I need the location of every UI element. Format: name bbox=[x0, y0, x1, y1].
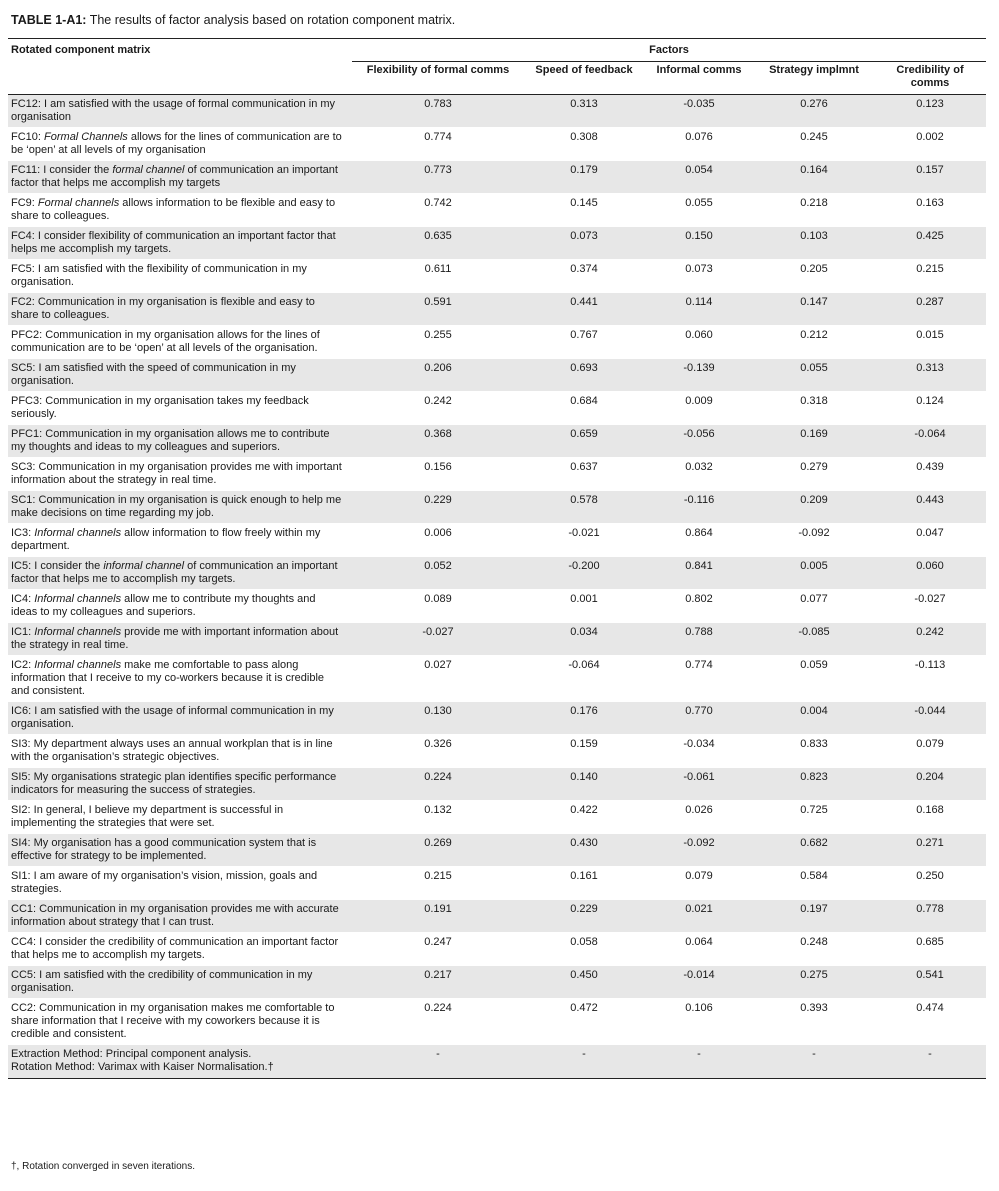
loading-cell: -0.085 bbox=[754, 623, 874, 656]
loading-cell: 0.197 bbox=[754, 900, 874, 933]
item-code: IC5 bbox=[11, 560, 29, 572]
loading-cell: -0.113 bbox=[874, 656, 986, 702]
method-description bbox=[8, 1045, 352, 1079]
loading-cell: 0.326 bbox=[352, 735, 524, 768]
loading-cell: 0.685 bbox=[874, 933, 986, 966]
item-code: FC2 bbox=[11, 296, 32, 308]
loading-cell: 0.124 bbox=[874, 392, 986, 425]
item-description: FC4: I consider flexibility of communication an important factor that helps me accomplish my targets. bbox=[8, 227, 352, 260]
loading-cell: 0.114 bbox=[644, 293, 754, 326]
loading-cell: 0.215 bbox=[352, 867, 524, 900]
table-cell: - bbox=[524, 1045, 644, 1079]
table-row bbox=[8, 590, 986, 623]
loading-cell: 0.076 bbox=[644, 128, 754, 161]
loading-cell: 0.725 bbox=[754, 801, 874, 834]
item-description: FC5: I am satisfied with the flexibility of communication in my organisation. bbox=[8, 260, 352, 293]
table-caption-label: TABLE 1-A1: bbox=[11, 13, 87, 27]
item-text: formal channel bbox=[112, 164, 185, 176]
loading-cell: 0.168 bbox=[874, 801, 986, 834]
item-text: I am satisfied with the flexibility of communication in my organisation. bbox=[11, 263, 307, 288]
loading-cell: 0.060 bbox=[874, 557, 986, 590]
loading-cell: 0.150 bbox=[644, 227, 754, 260]
loading-cell: 0.047 bbox=[874, 524, 986, 557]
loading-cell: 0.079 bbox=[874, 735, 986, 768]
column-header: Flexibility of formal comms bbox=[352, 62, 524, 95]
column-header: Speed of feedback bbox=[524, 62, 644, 95]
table-footnote: †, Rotation converged in seven iterations. bbox=[11, 1161, 195, 1172]
loading-cell: 0.250 bbox=[874, 867, 986, 900]
item-description: FC12: I am satisfied with the usage of formal communication in my organisation bbox=[8, 95, 352, 128]
loading-cell: -0.139 bbox=[644, 359, 754, 392]
table-row bbox=[8, 735, 986, 768]
loading-cell: 0.242 bbox=[352, 392, 524, 425]
loading-cell: 0.279 bbox=[754, 458, 874, 491]
factors-group-header: Factors bbox=[352, 39, 986, 62]
item-description: PFC2: Communication in my organisation allows for the lines of communication are to be ‘open’ at all levels of the organisation. bbox=[8, 326, 352, 359]
loading-cell: -0.200 bbox=[524, 557, 644, 590]
loading-cell: 0.169 bbox=[754, 425, 874, 458]
item-text: Informal channels bbox=[34, 593, 122, 605]
item-description: SI1: I am aware of my organisation’s vision, mission, goals and strategies. bbox=[8, 867, 352, 900]
item-description: IC6: I am satisfied with the usage of informal communication in my organisation. bbox=[8, 702, 352, 735]
table-row bbox=[8, 623, 986, 656]
loading-cell: 0.269 bbox=[352, 834, 524, 867]
item-code: CC5 bbox=[11, 969, 34, 981]
item-text: Communication in my organisation takes my feedback seriously. bbox=[11, 395, 309, 420]
loading-cell: 0.242 bbox=[874, 623, 986, 656]
item-description: CC2: Communication in my organisation makes me comfortable to share information that I receive with my coworkers because it is credible and consistent. bbox=[8, 999, 352, 1045]
item-code: IC6 bbox=[11, 705, 29, 717]
table-cell: - bbox=[754, 1045, 874, 1079]
loading-cell: -0.064 bbox=[874, 425, 986, 458]
table-row bbox=[8, 260, 986, 293]
item-code: FC4 bbox=[11, 230, 32, 242]
item-code: PFC3 bbox=[11, 395, 40, 407]
loading-cell: 0.422 bbox=[524, 801, 644, 834]
loading-cell: 0.823 bbox=[754, 768, 874, 801]
item-code: SC5 bbox=[11, 362, 33, 374]
item-description: IC5: I consider the informal channel of communication an important factor that helps me to accomplish my targets. bbox=[8, 557, 352, 590]
loading-cell: 0.055 bbox=[754, 359, 874, 392]
item-description: FC10: Formal Channels allows for the lines of communication are to be ‘open’ at all levels of my organisation bbox=[8, 128, 352, 161]
loading-cell: 0.021 bbox=[644, 900, 754, 933]
loading-cell: -0.014 bbox=[644, 966, 754, 999]
loading-cell: 0.443 bbox=[874, 491, 986, 524]
item-text: allows for the lines of communication are to be ‘open’ at all levels of my organisation bbox=[11, 131, 342, 156]
loading-cell: 0.064 bbox=[644, 933, 754, 966]
loading-cell: 0.430 bbox=[524, 834, 644, 867]
loading-cell: 0.002 bbox=[874, 128, 986, 161]
loading-cell: 0.159 bbox=[524, 735, 644, 768]
loading-cell: 0.027 bbox=[352, 656, 524, 702]
loading-cell: 0.393 bbox=[754, 999, 874, 1045]
loading-cell: -0.034 bbox=[644, 735, 754, 768]
table-row bbox=[8, 194, 986, 227]
item-text: Communication in my organisation is flexible and easy to share to colleagues. bbox=[11, 296, 315, 321]
item-text: I consider flexibility of communication an important factor that helps me accomplish my targets. bbox=[11, 230, 336, 255]
loading-cell: 0.161 bbox=[524, 867, 644, 900]
extraction-method: Extraction Method: Principal component analysis. bbox=[11, 1048, 252, 1060]
table-row bbox=[8, 359, 986, 392]
table-row bbox=[8, 933, 986, 966]
table-cell: - bbox=[644, 1045, 754, 1079]
loading-cell: 0.584 bbox=[754, 867, 874, 900]
item-description: FC9: Formal channels allows information to be flexible and easy to share to colleagues. bbox=[8, 194, 352, 227]
item-description: SC3: Communication in my organisation provides me with important information about the strategy in real time. bbox=[8, 458, 352, 491]
item-code: SI5 bbox=[11, 771, 28, 783]
loading-cell: 0.637 bbox=[524, 458, 644, 491]
rotated-matrix-header: Rotated component matrix bbox=[8, 39, 352, 62]
item-code: CC4 bbox=[11, 936, 34, 948]
loading-cell: 0.204 bbox=[874, 768, 986, 801]
table-cell: - bbox=[352, 1045, 524, 1079]
loading-cell: 0.212 bbox=[754, 326, 874, 359]
loading-cell: 0.441 bbox=[524, 293, 644, 326]
item-code: IC2 bbox=[11, 659, 29, 671]
table-caption-text: The results of factor analysis based on rotation component matrix. bbox=[86, 13, 456, 27]
loading-cell: 0.147 bbox=[754, 293, 874, 326]
item-description: SC5: I am satisfied with the speed of communication in my organisation. bbox=[8, 359, 352, 392]
item-description: CC4: I consider the credibility of communication an important factor that helps me to accomplish my targets. bbox=[8, 933, 352, 966]
table-row bbox=[8, 834, 986, 867]
loading-cell: -0.116 bbox=[644, 491, 754, 524]
loading-cell: 0.248 bbox=[754, 933, 874, 966]
item-text: Communication in my organisation allows me to contribute my thoughts and ideas to my colleagues and superiors. bbox=[11, 428, 330, 453]
loading-cell: 0.450 bbox=[524, 966, 644, 999]
loading-cell: 0.425 bbox=[874, 227, 986, 260]
item-description: IC4: Informal channels allow me to contribute my thoughts and ideas to my colleagues and superiors. bbox=[8, 590, 352, 623]
item-description: SC1: Communication in my organisation is quick enough to help me make decisions on time regarding my job. bbox=[8, 491, 352, 524]
loading-cell: 0.103 bbox=[754, 227, 874, 260]
item-description: FC2: Communication in my organisation is flexible and easy to share to colleagues. bbox=[8, 293, 352, 326]
table-row bbox=[8, 128, 986, 161]
loading-cell: 0.474 bbox=[874, 999, 986, 1045]
loading-cell: 0.130 bbox=[352, 702, 524, 735]
loading-cell: 0.778 bbox=[874, 900, 986, 933]
item-text: Formal Channels bbox=[44, 131, 128, 143]
header-spacer bbox=[8, 62, 352, 95]
loading-cell: -0.027 bbox=[352, 623, 524, 656]
loading-cell: 0.318 bbox=[754, 392, 874, 425]
item-code: SI1 bbox=[11, 870, 28, 882]
loading-cell: 0.032 bbox=[644, 458, 754, 491]
item-description: CC1: Communication in my organisation provides me with accurate information about strategy that I can trust. bbox=[8, 900, 352, 933]
item-text: provide me with important information about the strategy in real time. bbox=[11, 626, 339, 651]
table-row bbox=[8, 425, 986, 458]
item-code: FC12 bbox=[11, 98, 38, 110]
item-text: Communication in my organisation is quick enough to help me make decisions on time regarding my job. bbox=[11, 494, 342, 519]
loading-cell: 0.004 bbox=[754, 702, 874, 735]
table-row bbox=[8, 491, 986, 524]
rotation-method: Rotation Method: Varimax with Kaiser Normalisation.† bbox=[11, 1061, 274, 1073]
loading-cell: 0.034 bbox=[524, 623, 644, 656]
item-code: FC9 bbox=[11, 197, 32, 209]
loading-cell: 0.684 bbox=[524, 392, 644, 425]
loading-cell: 0.611 bbox=[352, 260, 524, 293]
loading-cell: 0.163 bbox=[874, 194, 986, 227]
loading-cell: 0.276 bbox=[754, 95, 874, 128]
loading-cell: 0.077 bbox=[754, 590, 874, 623]
item-text: allows information to be flexible and easy to share to colleagues. bbox=[11, 197, 336, 222]
loading-cell: 0.156 bbox=[352, 458, 524, 491]
loading-cell: 0.742 bbox=[352, 194, 524, 227]
loading-cell: 0.541 bbox=[874, 966, 986, 999]
item-text: Communication in my organisation provides me with important information about the strategy in real time. bbox=[11, 461, 342, 486]
loading-cell: -0.044 bbox=[874, 702, 986, 735]
loading-cell: 0.578 bbox=[524, 491, 644, 524]
loading-cell: 0.313 bbox=[524, 95, 644, 128]
table-row bbox=[8, 458, 986, 491]
item-code: SI4 bbox=[11, 837, 28, 849]
loading-cell: 0.006 bbox=[352, 524, 524, 557]
table-row bbox=[8, 702, 986, 735]
item-text: I consider the credibility of communication an important factor that helps me to accomplish my targets. bbox=[11, 936, 339, 961]
item-code: IC4 bbox=[11, 593, 29, 605]
loading-cell: 0.206 bbox=[352, 359, 524, 392]
loading-cell: 0.224 bbox=[352, 768, 524, 801]
loading-cell: -0.092 bbox=[754, 524, 874, 557]
column-header: Informal comms bbox=[644, 62, 754, 95]
item-text: Communication in my organisation makes me comfortable to share information that I receive with my coworkers because it is credible and consistent. bbox=[11, 1002, 335, 1040]
item-code: SC3 bbox=[11, 461, 33, 473]
item-text: informal channel bbox=[103, 560, 185, 572]
loading-cell: 0.767 bbox=[524, 326, 644, 359]
loading-cell: 0.026 bbox=[644, 801, 754, 834]
item-code: FC11 bbox=[11, 164, 38, 176]
loading-cell: 0.001 bbox=[524, 590, 644, 623]
loading-cell: 0.439 bbox=[874, 458, 986, 491]
loading-cell: 0.864 bbox=[644, 524, 754, 557]
loading-cell: 0.157 bbox=[874, 161, 986, 194]
table-cell: - bbox=[874, 1045, 986, 1079]
item-description: SI3: My department always uses an annual workplan that is in line with the organisation’s strategic objectives. bbox=[8, 735, 352, 768]
item-description: SI5: My organisations strategic plan identifies specific performance indicators for measuring the success of strategies. bbox=[8, 768, 352, 801]
loading-cell: 0.224 bbox=[352, 999, 524, 1045]
item-text: I consider the bbox=[34, 560, 104, 572]
column-header: Credibility of comms bbox=[874, 62, 986, 95]
loading-cell: 0.089 bbox=[352, 590, 524, 623]
table-row bbox=[8, 524, 986, 557]
item-text: make me comfortable to pass along information that I receive to my co-workers because it is credible and consistent. bbox=[11, 659, 325, 697]
item-text: In general, I believe my department is successful in implementing the strategies that were set. bbox=[11, 804, 284, 829]
item-code: CC1 bbox=[11, 903, 34, 915]
item-code: FC5 bbox=[11, 263, 32, 275]
item-text: Formal channels bbox=[37, 197, 120, 209]
loading-cell: 0.145 bbox=[524, 194, 644, 227]
table-row bbox=[8, 768, 986, 801]
loading-cell: 0.054 bbox=[644, 161, 754, 194]
loading-cell: 0.773 bbox=[352, 161, 524, 194]
table-row bbox=[8, 293, 986, 326]
loading-cell: 0.472 bbox=[524, 999, 644, 1045]
loading-cell: -0.064 bbox=[524, 656, 644, 702]
column-header: Strategy implmnt bbox=[754, 62, 874, 95]
table-row bbox=[8, 95, 986, 128]
item-text: I am aware of my organisation’s vision, mission, goals and strategies. bbox=[11, 870, 318, 895]
loading-cell: 0.176 bbox=[524, 702, 644, 735]
loading-cell: 0.205 bbox=[754, 260, 874, 293]
loading-cell: -0.056 bbox=[644, 425, 754, 458]
table-row bbox=[8, 867, 986, 900]
table-row bbox=[8, 999, 986, 1045]
loading-cell: 0.055 bbox=[644, 194, 754, 227]
item-description: SI2: In general, I believe my department is successful in implementing the strategies that were set. bbox=[8, 801, 352, 834]
item-description: PFC1: Communication in my organisation allows me to contribute my thoughts and ideas to my colleagues and superiors. bbox=[8, 425, 352, 458]
loading-cell: -0.061 bbox=[644, 768, 754, 801]
loading-cell: 0.059 bbox=[754, 656, 874, 702]
loading-cell: 0.052 bbox=[352, 557, 524, 590]
loading-cell: 0.788 bbox=[644, 623, 754, 656]
item-text: I am satisfied with the credibility of communication in my organisation. bbox=[11, 969, 313, 994]
loading-cell: 0.774 bbox=[352, 128, 524, 161]
loading-cell: 0.015 bbox=[874, 326, 986, 359]
method-row bbox=[8, 1045, 986, 1079]
loading-cell: 0.215 bbox=[874, 260, 986, 293]
loading-cell: 0.079 bbox=[644, 867, 754, 900]
loading-cell: 0.659 bbox=[524, 425, 644, 458]
item-description: FC11: I consider the formal channel of communication an important factor that helps me accomplish my targets bbox=[8, 161, 352, 194]
item-text: I am satisfied with the speed of communication in my organisation. bbox=[11, 362, 296, 387]
loading-cell: 0.164 bbox=[754, 161, 874, 194]
item-text: My organisations strategic plan identifies specific performance indicators for measuring the success of strategies. bbox=[11, 771, 337, 796]
loading-cell: 0.368 bbox=[352, 425, 524, 458]
item-text: Informal channels bbox=[34, 659, 122, 671]
item-code: IC3 bbox=[11, 527, 29, 539]
item-code: SC1 bbox=[11, 494, 33, 506]
item-description: CC5: I am satisfied with the credibility of communication in my organisation. bbox=[8, 966, 352, 999]
loading-cell: 0.060 bbox=[644, 326, 754, 359]
item-text: Informal channels bbox=[34, 527, 122, 539]
loading-cell: 0.009 bbox=[644, 392, 754, 425]
table-caption bbox=[11, 12, 455, 28]
loading-cell: 0.073 bbox=[644, 260, 754, 293]
table-row bbox=[8, 392, 986, 425]
loading-cell: 0.191 bbox=[352, 900, 524, 933]
item-description: IC1: Informal channels provide me with important information about the strategy in real time. bbox=[8, 623, 352, 656]
item-text: allow information to flow freely within my department. bbox=[11, 527, 321, 552]
item-description: IC3: Informal channels allow information to flow freely within my department. bbox=[8, 524, 352, 557]
item-description: PFC3: Communication in my organisation takes my feedback seriously. bbox=[8, 392, 352, 425]
loading-cell: 0.770 bbox=[644, 702, 754, 735]
loading-cell: 0.229 bbox=[524, 900, 644, 933]
table-row bbox=[8, 326, 986, 359]
item-text: My department always uses an annual workplan that is in line with the organisation’s strategic objectives. bbox=[11, 738, 333, 763]
loading-cell: 0.005 bbox=[754, 557, 874, 590]
item-text: I am satisfied with the usage of formal communication in my organisation bbox=[11, 98, 336, 123]
item-code: FC10 bbox=[11, 131, 38, 143]
loading-cell: 0.271 bbox=[874, 834, 986, 867]
item-text: My organisation has a good communication system that is effective for strategy to be implemented. bbox=[11, 837, 317, 862]
loading-cell: 0.247 bbox=[352, 933, 524, 966]
item-code: CC2 bbox=[11, 1002, 34, 1014]
loading-cell: 0.591 bbox=[352, 293, 524, 326]
item-text: Communication in my organisation allows for the lines of communication are to be ‘open’ at all levels of the organisation. bbox=[11, 329, 320, 354]
table-row bbox=[8, 966, 986, 999]
loading-cell: 0.682 bbox=[754, 834, 874, 867]
loading-cell: -0.092 bbox=[644, 834, 754, 867]
loading-cell: 0.245 bbox=[754, 128, 874, 161]
item-code: SI2 bbox=[11, 804, 28, 816]
table-row bbox=[8, 900, 986, 933]
loading-cell: 0.132 bbox=[352, 801, 524, 834]
loading-cell: 0.229 bbox=[352, 491, 524, 524]
item-text: of communication an important factor that helps me accomplish my targets bbox=[11, 164, 338, 189]
item-text: allow me to contribute my thoughts and ideas to my colleagues and superiors. bbox=[11, 593, 316, 618]
table-row bbox=[8, 656, 986, 702]
loading-cell: -0.027 bbox=[874, 590, 986, 623]
item-text: I consider the bbox=[43, 164, 113, 176]
table-row bbox=[8, 161, 986, 194]
table-row bbox=[8, 801, 986, 834]
table-row bbox=[8, 227, 986, 260]
item-code: IC1 bbox=[11, 626, 29, 638]
item-text: I am satisfied with the usage of informal communication in my organisation. bbox=[11, 705, 334, 730]
item-text: Communication in my organisation provides me with accurate information about strategy that I can trust. bbox=[11, 903, 339, 928]
loading-cell: 0.058 bbox=[524, 933, 644, 966]
item-text: of communication an important factor that helps me to accomplish my targets. bbox=[11, 560, 338, 585]
loading-cell: 0.218 bbox=[754, 194, 874, 227]
loading-cell: 0.693 bbox=[524, 359, 644, 392]
loading-cell: 0.217 bbox=[352, 966, 524, 999]
loading-cell: 0.209 bbox=[754, 491, 874, 524]
loading-cell: 0.374 bbox=[524, 260, 644, 293]
loading-cell: 0.073 bbox=[524, 227, 644, 260]
table-header bbox=[8, 39, 986, 95]
loading-cell: 0.275 bbox=[754, 966, 874, 999]
item-code: PFC2 bbox=[11, 329, 40, 341]
loading-cell: -0.035 bbox=[644, 95, 754, 128]
factor-table bbox=[8, 38, 986, 1079]
item-code: SI3 bbox=[11, 738, 28, 750]
loading-cell: 0.635 bbox=[352, 227, 524, 260]
loading-cell: 0.783 bbox=[352, 95, 524, 128]
loading-cell: 0.313 bbox=[874, 359, 986, 392]
loading-cell: 0.123 bbox=[874, 95, 986, 128]
loading-cell: 0.833 bbox=[754, 735, 874, 768]
loading-cell: 0.179 bbox=[524, 161, 644, 194]
item-description: IC2: Informal channels make me comfortable to pass along information that I receive to my co-workers because it is credible and consistent. bbox=[8, 656, 352, 702]
loading-cell: 0.802 bbox=[644, 590, 754, 623]
item-description: SI4: My organisation has a good communication system that is effective for strategy to be implemented. bbox=[8, 834, 352, 867]
loading-cell: 0.287 bbox=[874, 293, 986, 326]
item-code: PFC1 bbox=[11, 428, 40, 440]
loading-cell: 0.106 bbox=[644, 999, 754, 1045]
table-body bbox=[8, 95, 986, 1079]
loading-cell: 0.841 bbox=[644, 557, 754, 590]
item-text: Informal channels bbox=[34, 626, 122, 638]
loading-cell: 0.774 bbox=[644, 656, 754, 702]
loading-cell: 0.308 bbox=[524, 128, 644, 161]
loading-cell: 0.140 bbox=[524, 768, 644, 801]
loading-cell: 0.255 bbox=[352, 326, 524, 359]
loading-cell: -0.021 bbox=[524, 524, 644, 557]
table-row bbox=[8, 557, 986, 590]
